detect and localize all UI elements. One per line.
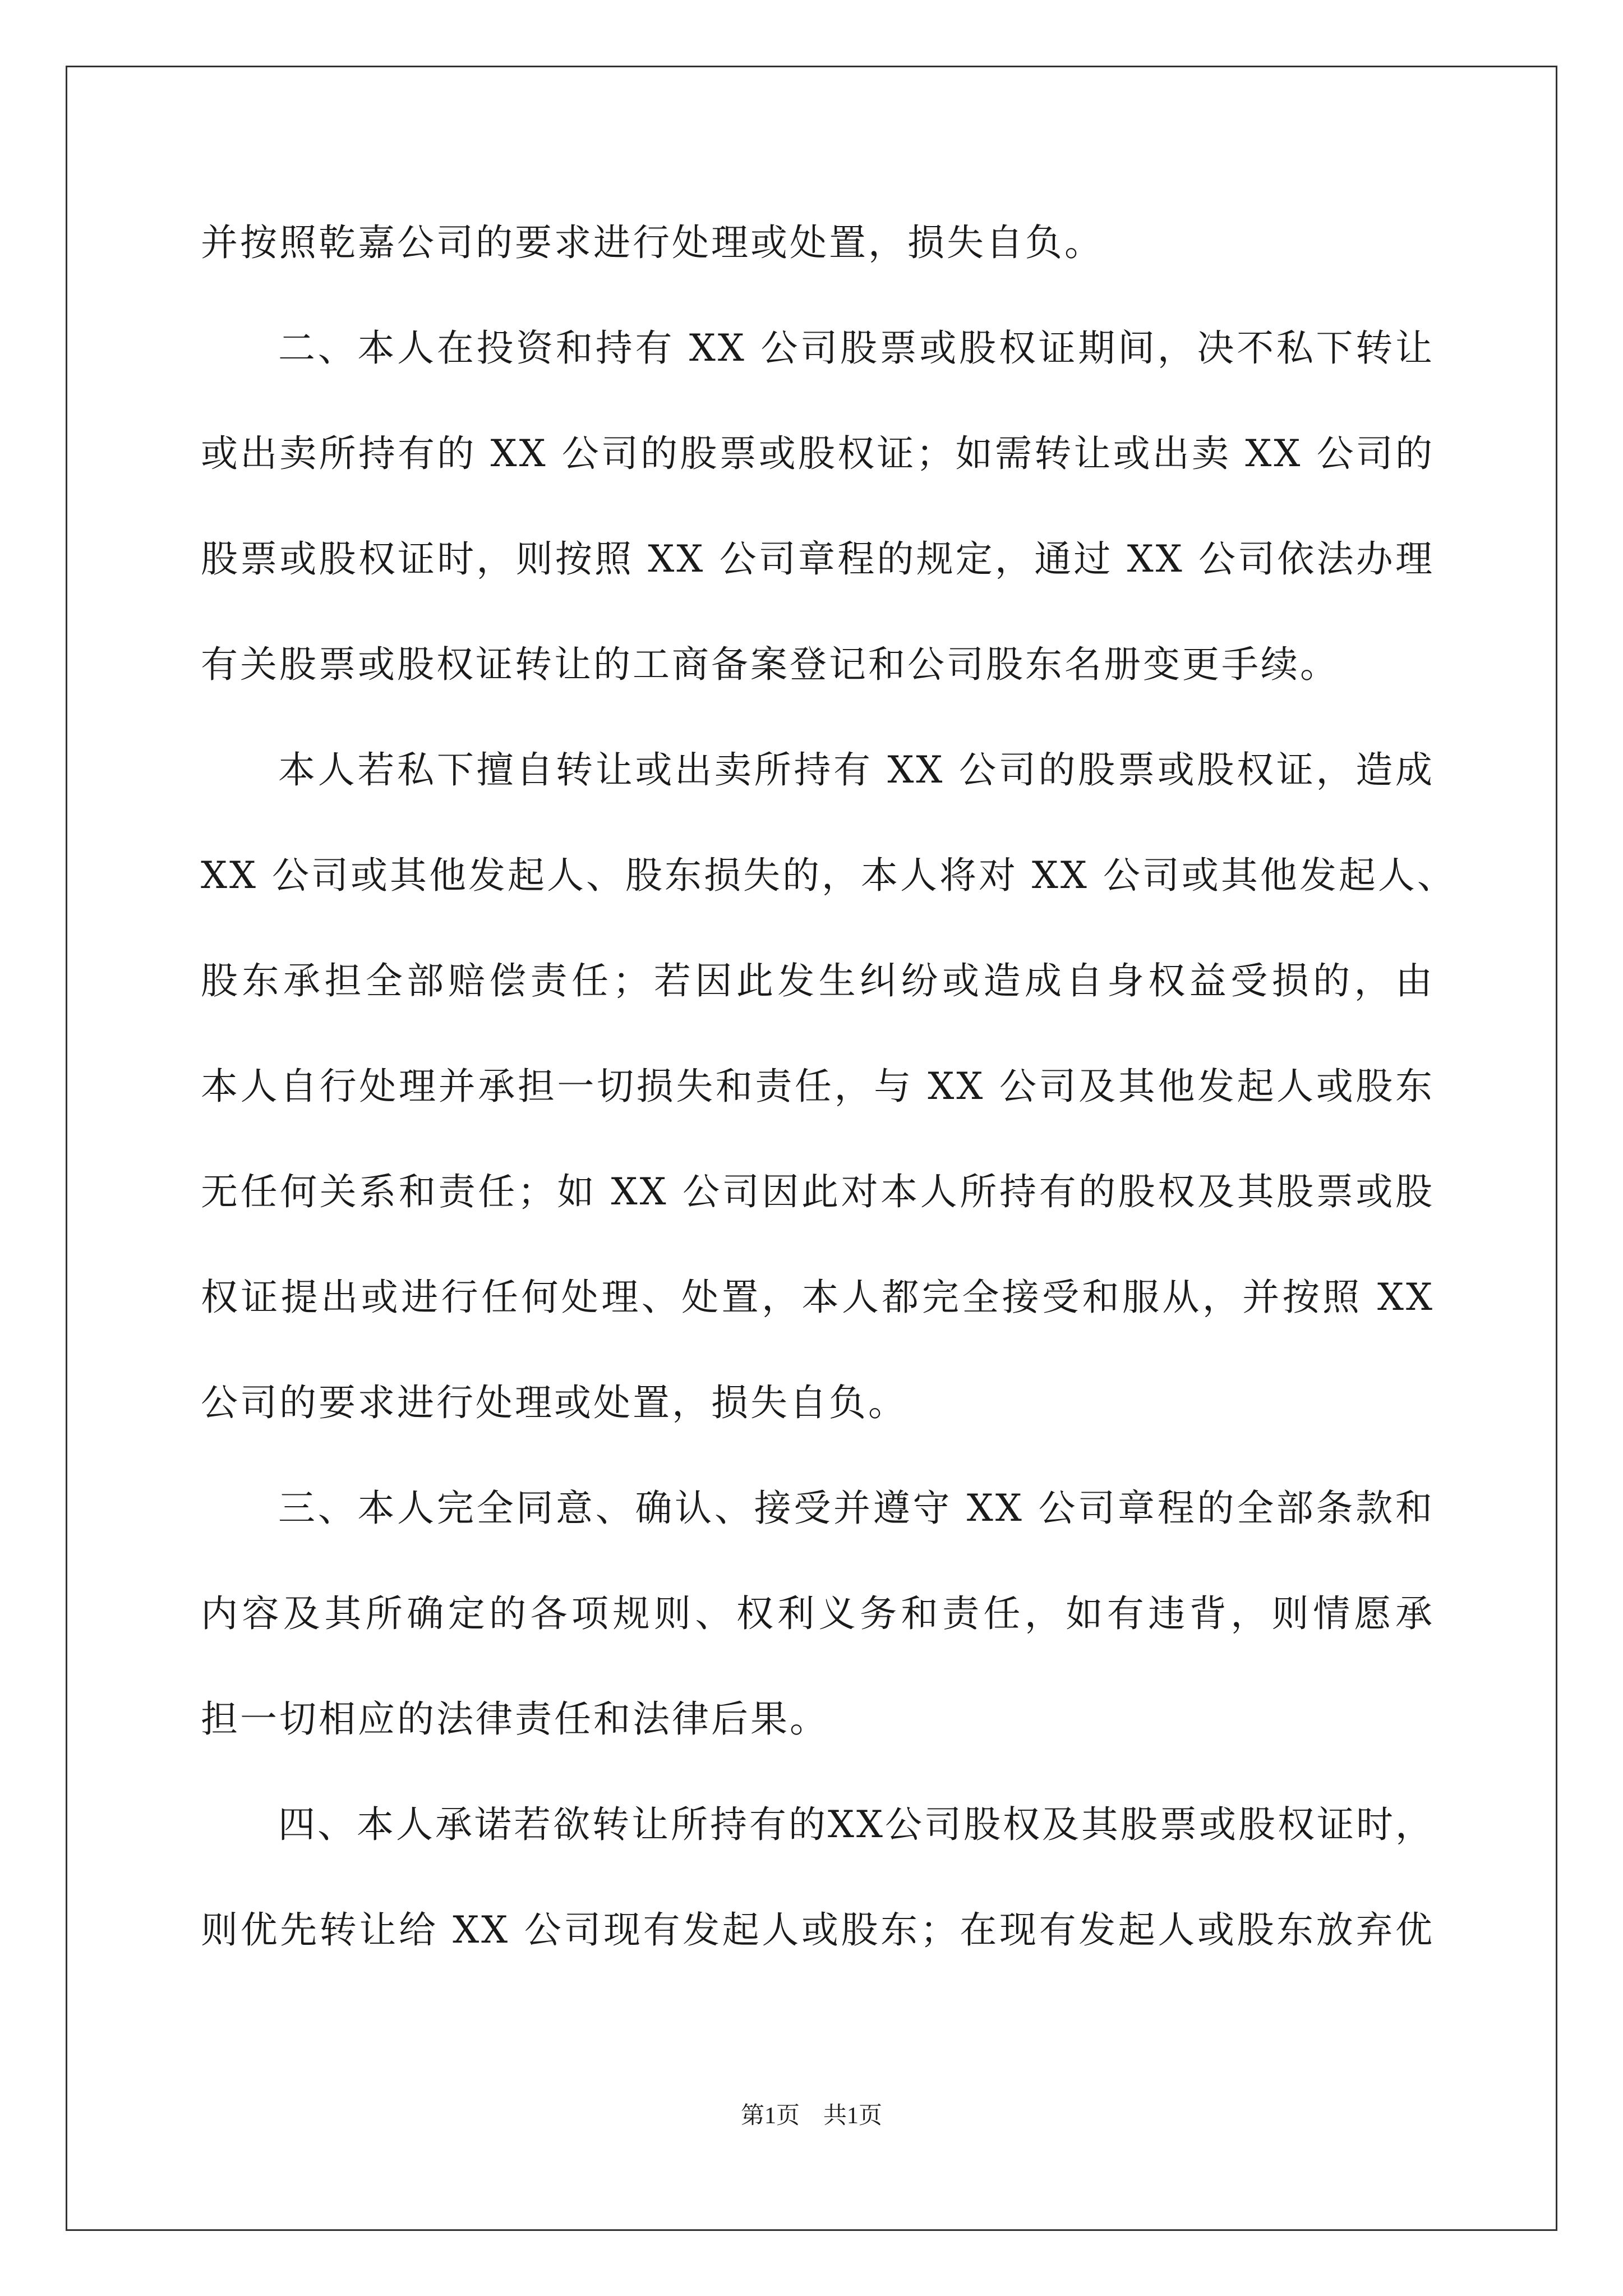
page-footer: 第1页 共1页	[740, 2103, 882, 2129]
paragraph-first-line: 四、本人承诺若欲转让所持有的XX公司股权及其股票或股权证时，	[278, 1803, 1435, 1846]
paragraph-line: 担一切相应的法律责任和法律后果。	[201, 1697, 829, 1741]
paragraph-line: 股票或股权证时，则按照 XX 公司章程的规定，通过 XX 公司依法办理	[201, 537, 1435, 581]
paragraph-line: 则优先转让给 XX 公司现有发起人或股东；在现有发起人或股东放弃优	[201, 1908, 1435, 1952]
paragraph-line: 本人自行处理并承担一切损失和责任，与 XX 公司及其他发起人或股东	[201, 1065, 1435, 1108]
paragraph-first-line: 本人若私下擅自转让或出卖所持有 XX 公司的股票或股权证，造成	[278, 748, 1435, 792]
document-body	[201, 221, 1456, 2017]
paragraph-line: 有关股票或股权证转让的工商备案登记和公司股东名册变更手续。	[201, 643, 1339, 686]
paragraph-first-line: 三、本人完全同意、确认、接受并遵守 XX 公司章程的全部条款和	[278, 1487, 1435, 1530]
paragraph-first-line: 二、本人在投资和持有 XX 公司股票或股权证期间，决不私下转让	[278, 326, 1435, 370]
paragraph-line: 无任何关系和责任；如 XX 公司因此对本人所持有的股权及其股票或股	[201, 1170, 1435, 1213]
paragraph-line: 股东承担全部赔偿责任；若因此发生纠纷或造成自身权益受损的，由	[201, 959, 1435, 1002]
paragraph-line: 内容及其所确定的各项规则、权利义务和责任，如有违背，则情愿承	[201, 1592, 1435, 1635]
paragraph-line: XX 公司或其他发起人、股东损失的，本人将对 XX 公司或其他发起人、	[201, 854, 1456, 897]
paragraph-line: 或出卖所持有的 XX 公司的股票或股权证；如需转让或出卖 XX 公司的	[201, 432, 1435, 475]
paragraph-line: 权证提出或进行任何处理、处置，本人都完全接受和服从，并按照 XX	[201, 1276, 1435, 1319]
paragraph-line: 并按照乾嘉公司的要求进行处理或处置，损失自负。	[201, 221, 1104, 264]
paragraph-line: 公司的要求进行处理或处置，损失自负。	[201, 1381, 907, 1424]
